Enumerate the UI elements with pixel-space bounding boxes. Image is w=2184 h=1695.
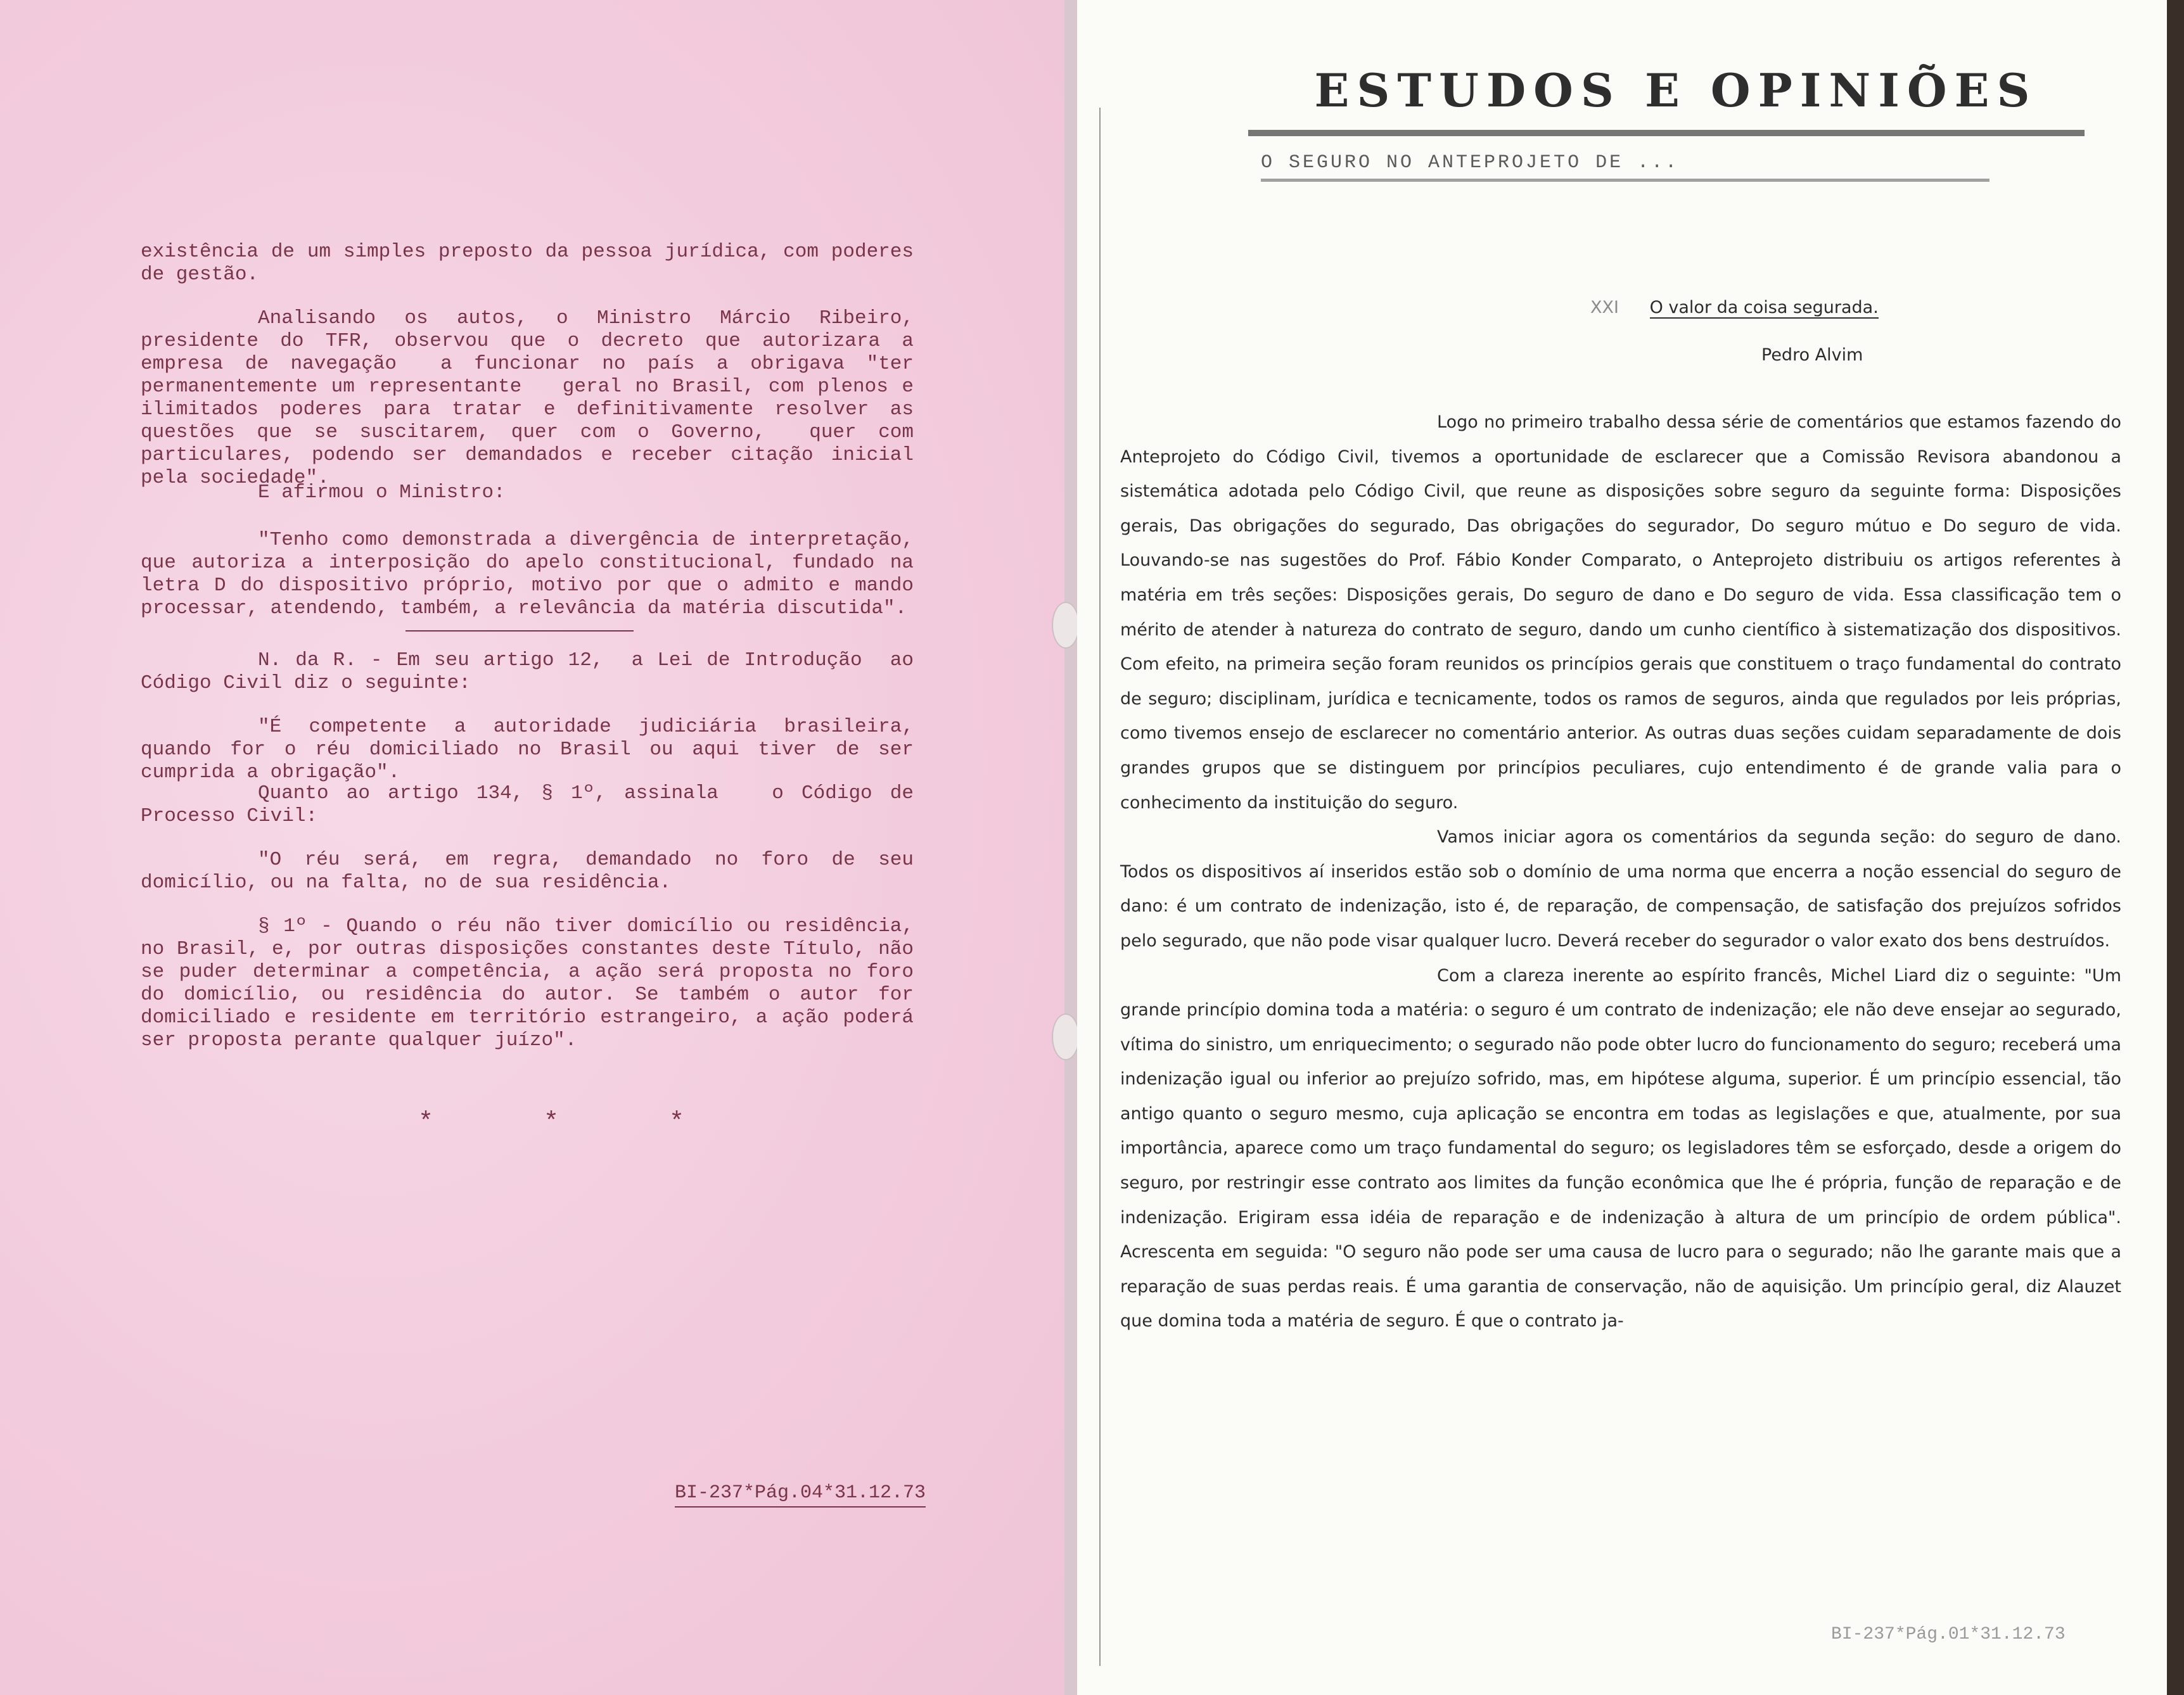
- right-page-footer: BI-237*Pág.01*31.12.73: [1831, 1625, 2066, 1644]
- title-rule: [1248, 130, 2085, 136]
- binding-ring-bottom: [1052, 1013, 1080, 1060]
- binding-spine: [1064, 0, 1077, 1695]
- left-quote-ministro: "Tenho como demonstrada a divergência de interpretação, que autoriza a interposição do apelo constitucional, fundado na letra D do dispositivo próprio, motivo por que o admito e mando processar, atendendo, também, a relevância da matéria discutida".: [141, 529, 914, 619]
- page-edge: [2167, 0, 2184, 1695]
- article-paragraph-2: Vamos iniciar agora os comentários da segunda seção: do seguro de dano. Todos os dispositivos aí inseridos estão sob o domínio de uma norma que encerra a noção essencial do seguro de dano: é um contrato de indenização, isto é, de reparação, de compensação, de satisfação dos prejuízos sofridos pelo segurado, que não pode visar qualquer lucro. Deverá receber do segurador o valor exato dos bens destruídos.: [1120, 827, 2121, 951]
- binding-ring-top: [1052, 602, 1080, 649]
- left-quote-lei: "É competente a autoridade judiciária brasileira, quando for o réu domiciliado no Brasil ou aqui tiver de ser cumprida a obrigação".: [141, 716, 914, 784]
- star: *: [418, 1108, 434, 1137]
- section-number: XXI: [1590, 298, 1619, 317]
- left-paragraph-1: existência de um simples preposto da pessoa jurídica, com poderes de gestão.: [141, 241, 961, 286]
- right-page: [1077, 0, 2167, 1695]
- left-quote-paragrafo-1: § 1º - Quando o réu não tiver domicílio ou residência, no Brasil, e, por outras disposições constantes deste Título, não se puder determinar a competência, a ação será proposta no foro do domicílio, ou residência do autor. Se também o autor for domiciliado e residente em território estrangeiro, a ação poderá ser proposta perante qualquer juízo".: [141, 915, 914, 1051]
- left-paragraph-2: Analisando os autos, o Ministro Márcio Ribeiro, presidente do TFR, observou que o decreto que autorizara a empresa de navegação a funcionar no país a obrigava "ter permanentemente um representante geral no Brasil, com plenos e ilimitados poderes para tratar e definitivamente resolver as questões que se suscitarem, quer com o Governo, quer com particulares, podendo ser demandados e receber citação inicial pela sociedade".: [141, 307, 949, 489]
- section-divider: [406, 630, 634, 632]
- section-heading: [1590, 298, 1879, 317]
- margin-line: [1099, 108, 1101, 1666]
- left-paragraph-3: E afirmou o Ministro:: [258, 481, 506, 504]
- left-paragraph-nda-r: N. da R. - Em seu artigo 12, a Lei de Introdução ao Código Civil diz o seguinte:: [141, 649, 926, 694]
- section-end-stars: [418, 1108, 684, 1137]
- page-title: ESTUDOS E OPINIÕES: [1314, 63, 2038, 117]
- page-subtitle: O SEGURO NO ANTEPROJETO DE ...: [1261, 152, 1680, 174]
- left-page: [0, 0, 1064, 1695]
- left-page-footer: BI-237*Pág.04*31.12.73: [675, 1482, 926, 1508]
- article-paragraph-1: Logo no primeiro trabalho dessa série de comentários que estamos fazendo do Anteprojeto do Código Civil, tivemos a oportunidade de esclarecer que a Comissão Revisora abandonou a sistemática adotada pelo Código Civil, que reune as disposições sobre seguro da seguinte forma: Disposições gerais, Das obrigações do segurado, Das obrigações do segurador, Do seguro mútuo e Do seguro de vida. Louvando-se nas sugestões do Prof. Fábio Konder Comparato, o Anteprojeto distribuiu os artigos referentes à matéria em três seções: Disposições gerais, Do seguro de dano e Do seguro de vida. Essa classificação tem o mérito de atender à natureza do contrato de seguro, dando um cunho científico à sistematização dos dispositivos. Com efeito, na primeira seção foram reunidos os princípios gerais que constituem o traço fundamental do contrato de seguro; disciplinam, jurídica e tecnicamente, todos os ramos de seguros, ainda que regulados por leis próprias, como tivemos ensejo de esclarecer no comentário anterior. As outras duas seções cuidam separadamente de dois grandes grupos que se distinguem por princípios peculiares, cujo entendimento é de grande valia para o conhecimento da instituição do seguro.: [1120, 412, 2121, 813]
- article-body: [1120, 405, 2121, 1339]
- star: *: [543, 1108, 559, 1137]
- section-title: O valor da coisa segurada.: [1649, 298, 1879, 317]
- left-paragraph-cpc: Quanto ao artigo 134, § 1º, assinala o Código de Processo Civil:: [141, 782, 926, 827]
- author-name: Pedro Alvim: [1761, 345, 1863, 365]
- star: *: [668, 1108, 684, 1137]
- subtitle-rule: [1261, 179, 1989, 182]
- article-paragraph-3: Com a clareza inerente ao espírito francês, Michel Liard diz o seguinte: "Um grande princípio domina toda a matéria: o seguro é um contrato de indenização; ele não deve ensejar ao segurado, vítima do sinistro, um enriquecimento; o segurado não pode obter lucro do funcionamento do seguro; receberá uma indenização igual ou inferior ao prejuízo sofrido, mas, em hipótese alguma, superior. É um princípio essencial, tão antigo quanto o seguro mesmo, cuja aplicação se encontra em todas as legislações e que, atualmente, por sua importância, aparece como um traço fundamental do seguro; os legisladores têm se esforçado, desde a origem do seguro, por restringir esse contrato aos limites da função econômica que lhe é própria, função de reparação e de indenização. Erigiram essa idéia de reparação e de indenização à altura de um princípio de ordem pública". Acrescenta em seguida: "O seguro não pode ser uma causa de lucro para o segurado; não lhe garante mais que a reparação de suas perdas reais. É uma garantia de conservação, não de aquisição. Um princípio geral, diz Alauzet que domina toda a matéria de seguro. É que o contrato ja-: [1120, 965, 2121, 1331]
- left-quote-reu: "O réu será, em regra, demandado no foro de seu domicílio, ou na falta, no de sua residência.: [141, 849, 914, 894]
